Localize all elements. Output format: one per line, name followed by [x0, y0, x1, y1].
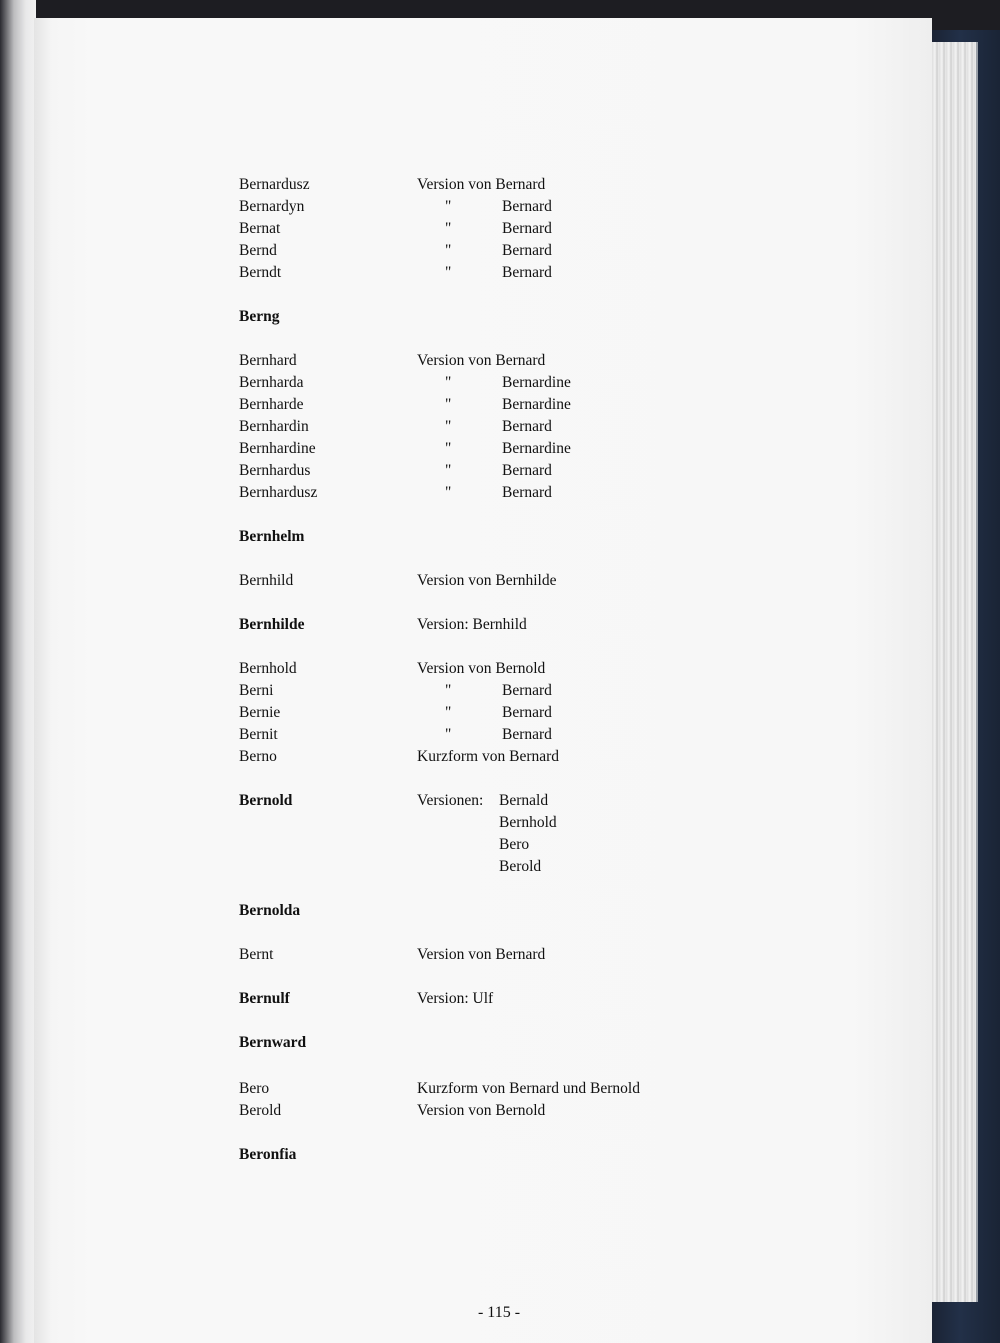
- ditto-mark: ": [445, 704, 452, 721]
- page-number: - 115 -: [477, 1304, 521, 1321]
- entry-name: Bernt: [239, 946, 274, 963]
- entry-name: Berold: [239, 1102, 282, 1119]
- entry-name: Bernie: [239, 704, 281, 721]
- entry-name: Beronfia: [239, 1146, 297, 1163]
- entry-name: Bernolda: [239, 902, 301, 919]
- entry-description: Version von Bernard: [417, 946, 546, 963]
- entry-name: Bernhold: [239, 660, 297, 677]
- entry-reference: Bernard: [502, 462, 552, 479]
- ditto-mark: ": [445, 198, 452, 215]
- entry-reference: Bernard: [502, 682, 552, 699]
- book-page: [34, 18, 932, 1343]
- entry-name: Berndt: [239, 264, 282, 281]
- entry-reference: Bernardine: [502, 440, 571, 457]
- entry-description: Version: Bernhild: [417, 616, 527, 633]
- entry-description: Version von Bernard: [417, 176, 546, 193]
- entry-reference: Bernard: [502, 484, 552, 501]
- version-item: Bernald: [499, 792, 549, 809]
- entry-name: Bernhardine: [239, 440, 316, 457]
- ditto-mark: ": [445, 220, 452, 237]
- entry-description: Versionen:: [417, 792, 484, 809]
- entry-name: Bernhardusz: [239, 484, 318, 501]
- ditto-mark: ": [445, 462, 452, 479]
- entry-reference: Bernard: [502, 418, 552, 435]
- entry-name: Bernardyn: [239, 198, 305, 215]
- entry-reference: Bernardine: [502, 374, 571, 391]
- entry-description: Version von Bernhilde: [417, 572, 557, 589]
- ditto-mark: ": [445, 396, 452, 413]
- entry-name: Berni: [239, 682, 274, 699]
- entry-name: Bernulf: [239, 990, 290, 1007]
- entry-name: Bernharde: [239, 396, 304, 413]
- entry-description: Version von Bernold: [417, 660, 546, 677]
- entry-name: Bernhilde: [239, 616, 305, 633]
- entry-name: Bernhelm: [239, 528, 305, 545]
- entry-reference: Bernardine: [502, 396, 571, 413]
- entry-name: Bernhard: [239, 352, 297, 369]
- book-spine-left: [0, 0, 36, 1343]
- entry-name: Bernhardus: [239, 462, 311, 479]
- entry-description: Version von Bernold: [417, 1102, 546, 1119]
- entry-description: Version von Bernard: [417, 352, 546, 369]
- entry-description: Version: Ulf: [417, 990, 494, 1007]
- entry-name: Bernit: [239, 726, 278, 743]
- version-item: Bero: [499, 836, 530, 853]
- entry-description: Kurzform von Bernard und Bernold: [417, 1080, 640, 1097]
- entry-name: Bernhardin: [239, 418, 309, 435]
- ditto-mark: ": [445, 242, 452, 259]
- entry-reference: Bernard: [502, 704, 552, 721]
- entry-name: Berno: [239, 748, 277, 765]
- entry-name: Bernardusz: [239, 176, 310, 193]
- entry-name: Bernd: [239, 242, 277, 259]
- entry-name: Bernold: [239, 792, 293, 809]
- ditto-mark: ": [445, 682, 452, 699]
- entry-reference: Bernard: [502, 264, 552, 281]
- page-stack-edge: [932, 42, 978, 1302]
- entry-name: Bernharda: [239, 374, 304, 391]
- entry-reference: Bernard: [502, 220, 552, 237]
- entry-name: Berng: [239, 308, 280, 325]
- version-item: Bernhold: [499, 814, 557, 831]
- entry-name: Bernhild: [239, 572, 294, 589]
- ditto-mark: ": [445, 264, 452, 281]
- entry-reference: Bernard: [502, 726, 552, 743]
- entry-reference: Bernard: [502, 242, 552, 259]
- entry-name: Bernat: [239, 220, 281, 237]
- entry-description: Kurzform von Bernard: [417, 748, 560, 765]
- ditto-mark: ": [445, 484, 452, 501]
- entry-reference: Bernard: [502, 198, 552, 215]
- version-item: Berold: [499, 858, 542, 875]
- entry-name: Bero: [239, 1080, 270, 1097]
- ditto-mark: ": [445, 726, 452, 743]
- entry-name: Bernward: [239, 1034, 307, 1051]
- ditto-mark: ": [445, 374, 452, 391]
- ditto-mark: ": [445, 418, 452, 435]
- ditto-mark: ": [445, 440, 452, 457]
